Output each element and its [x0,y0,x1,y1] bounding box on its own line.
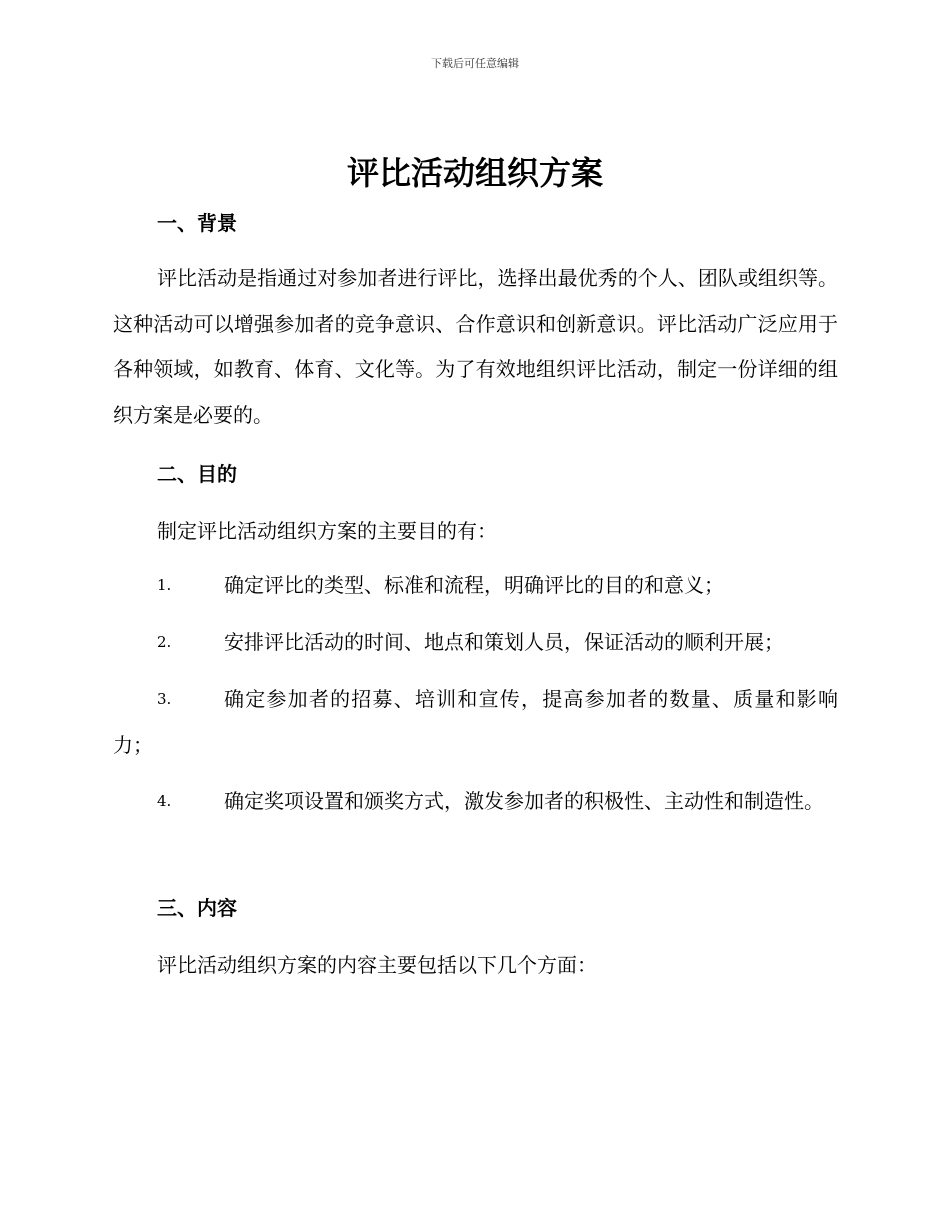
header-note: 下载后可任意编辑 [431,57,519,70]
list-number: 2. [157,633,172,651]
purpose-list-item-1 [113,563,838,609]
purpose-list-item-4 [113,779,838,825]
list-item-text: 确定参加者的招募、培训和宣传，提高参加者的数量、质量和影响力； [113,687,838,757]
list-item-text: 确定奖项设置和颁奖方式，激发参加者的积极性、主动性和制造性。 [224,789,824,813]
section-heading-background: 一、背景 [157,211,237,235]
list-number: 3. [157,690,172,708]
list-item-text: 确定评比的类型、标准和流程，明确评比的目的和意义； [224,573,724,597]
purpose-intro: 制定评比活动组织方案的主要目的有： [157,519,497,543]
purpose-list-item-3 [113,677,838,768]
section-heading-purpose: 二、目的 [157,462,237,486]
document-title: 评比活动组织方案 [346,154,603,192]
purpose-list-item-2 [113,620,838,666]
list-item-text: 安排评比活动的时间、地点和策划人员，保证活动的顺利开展； [224,630,784,654]
background-paragraph: 评比活动是指通过对参加者进行评比，选择出最优秀的个人、团队或组织等。这种活动可以增强参加者的竞争意识、合作意识和创新意识。评比活动广泛应用于各种领域，如教育、体育、文化等。为了有效地组织评比活动，制定一份详细的组织方案是必要的。 [113,266,838,427]
list-number: 1. [157,576,172,594]
list-number: 4. [157,792,172,810]
section-heading-content: 三、内容 [157,896,237,920]
content-intro: 评比活动组织方案的内容主要包括以下几个方面： [157,953,597,977]
